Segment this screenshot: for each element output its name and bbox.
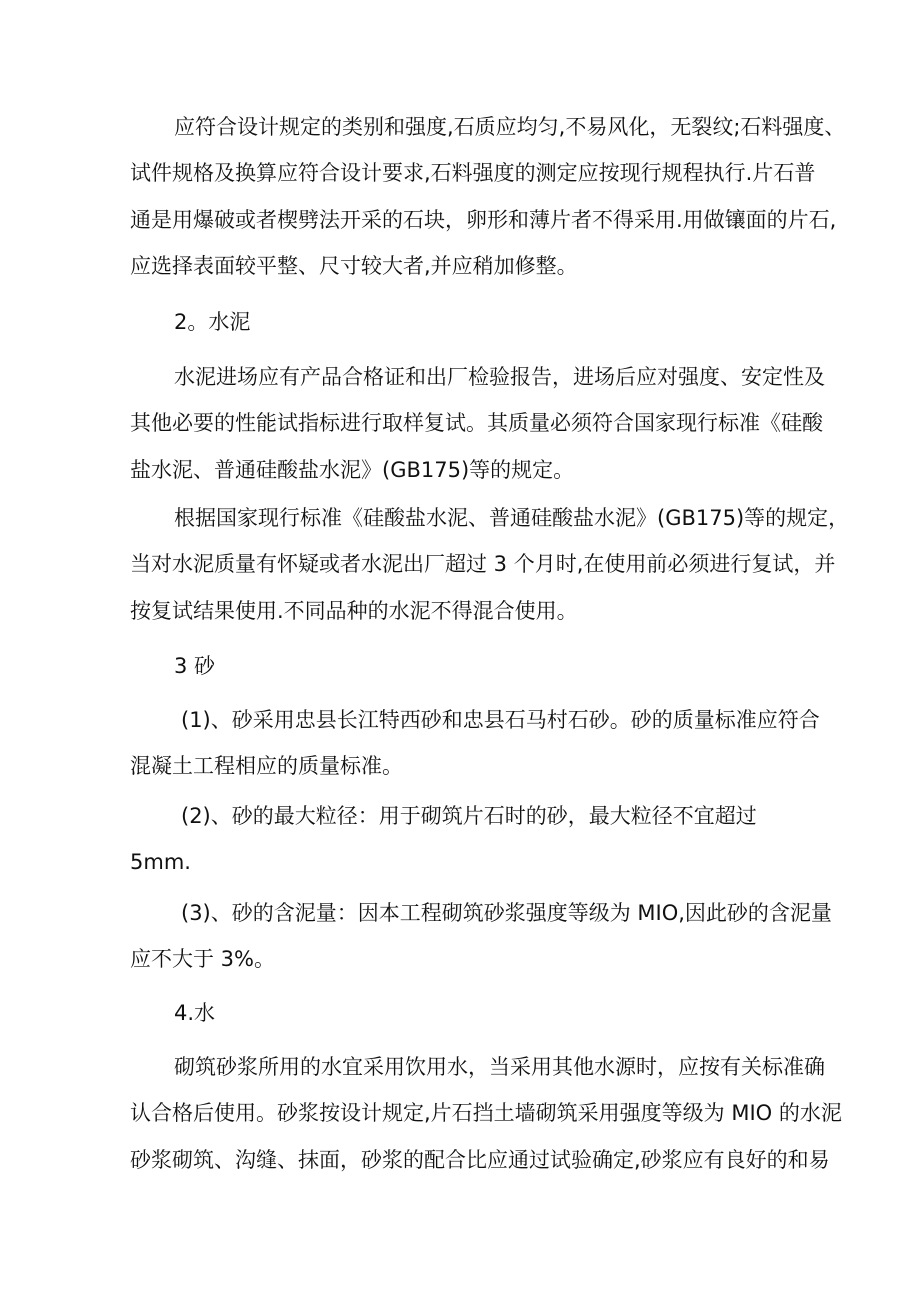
text-line-20: 砌筑砂浆所用的水宜采用饮用水，当采用其他水源时，应按有关标准确 xyxy=(174,1055,825,1079)
text-line-22: 砂浆砌筑、沟缝、抹面，砂浆的配合比应通过试验确定,砂浆应有良好的和易 xyxy=(130,1148,830,1172)
section-heading-cement: 2。水泥 xyxy=(174,310,251,334)
text-line-21: 认合格后使用。砂浆按设计规定,片石挡土墙砌筑采用强度等级为 MIO 的水泥 xyxy=(130,1101,842,1125)
text-line-1: 应符合设计规定的类别和强度,石质应均匀,不易风化，无裂纹;石料强度、 xyxy=(174,115,846,139)
text-line-3: 通是用爆破或者楔劈法开采的石块，卵形和薄片者不得采用.用做镶面的片石, xyxy=(130,208,837,232)
text-line-2: 试件规格及换算应符合设计要求,石料强度的测定应按现行规程执行.片石普 xyxy=(130,161,816,185)
section-heading-sand: 3 砂 xyxy=(174,654,216,678)
text-line-6: 水泥进场应有产品合格证和出厂检验报告，进场后应对强度、安定性及 xyxy=(174,365,825,389)
list-item-1: (1)、砂采用忠县长江特西砂和忠县石马村石砂。砂的质量标准应符合 xyxy=(181,708,820,732)
text-line-11: 按复试结果使用.不同品种的水泥不得混合使用。 xyxy=(130,599,578,623)
list-item-2: (2)、砂的最大粒径：用于砌筑片石时的砂，最大粒径不宜超过 xyxy=(181,804,757,828)
text-line-4: 应选择表面较平整、尺寸较大者,并应稍加修整。 xyxy=(130,254,578,278)
list-item-3: (3)、砂的含泥量：因本工程砌筑砂浆强度等级为 MIO,因此砂的含泥量 xyxy=(181,901,832,925)
text-line-8: 盐水泥、普通硅酸盐水泥》(GB175)等的规定。 xyxy=(130,458,575,482)
text-line-18: 应不大于 3%。 xyxy=(130,947,275,971)
text-line-9: 根据国家现行标准《硅酸盐水泥、普通硅酸盐水泥》(GB175)等的规定， xyxy=(174,506,850,530)
text-line-16: 5mm. xyxy=(130,850,191,874)
text-line-7: 其他必要的性能试指标进行取样复试。其质量必须符合国家现行标准《硅酸 xyxy=(130,411,823,435)
section-heading-water: 4.水 xyxy=(174,1001,216,1025)
text-line-10: 当对水泥质量有怀疑或者水泥出厂超过 3 个月时,在使用前必须进行复试，并 xyxy=(130,552,836,576)
text-line-14: 混凝土工程相应的质量标准。 xyxy=(130,754,403,778)
